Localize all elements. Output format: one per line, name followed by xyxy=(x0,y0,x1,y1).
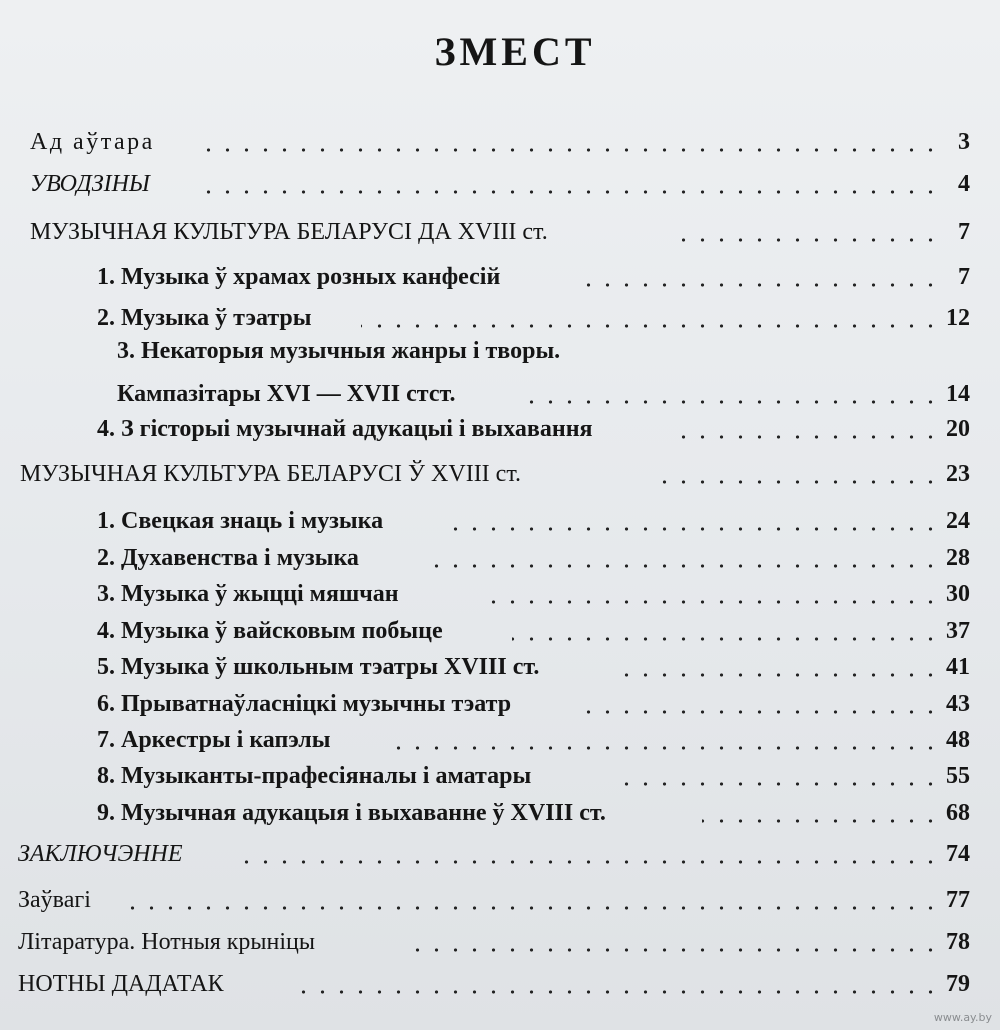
toc-leader-dots xyxy=(202,190,940,194)
toc-page-number: 55 xyxy=(946,763,970,789)
toc-page-number: 3 xyxy=(958,129,970,155)
toc-leader-dots xyxy=(292,990,940,994)
toc-entry-literature xyxy=(0,918,1000,954)
toc-entry-2-5 xyxy=(0,643,1000,679)
toc-page-number: 37 xyxy=(946,618,970,644)
toc-leader-dots xyxy=(202,148,940,152)
toc-entry-text: Заўвагі xyxy=(18,887,91,913)
toc-entry-text: 1. Музыка ў храмах розных канфесій xyxy=(97,264,501,290)
page-title: ЗМЕСТ xyxy=(434,29,596,74)
toc-entry-text: 4. Музыка ў вайсковым побыце xyxy=(97,618,443,644)
toc-entry-appendix xyxy=(0,960,1000,996)
toc-page-number: 79 xyxy=(946,971,970,997)
toc-entry-1-4 xyxy=(0,405,1000,441)
toc-entry-2-3 xyxy=(0,570,1000,606)
toc-entry-2-4 xyxy=(0,607,1000,643)
toc-entry-text: 6. Прыватнаўласніцкі музычны тэатр xyxy=(97,691,512,717)
toc-entry-2-7 xyxy=(0,716,1000,752)
toc-leader-dots xyxy=(442,527,940,531)
toc-leader-dots xyxy=(244,860,940,864)
toc-entry-text: Кампазітары XVI — XVII стст. xyxy=(117,381,456,407)
toc-entry-text: 8. Музыканты-прафесіяналы і аматары xyxy=(97,763,532,789)
toc-entry-text: МУЗЫЧНАЯ КУЛЬТУРА БЕЛАРУСІ ДА XVIII ст. xyxy=(30,219,548,245)
toc-entry-1-1 xyxy=(0,253,1000,289)
toc-leader-dots xyxy=(520,400,940,404)
toc-entry-text: 3. Музыка ў жыцці мяшчан xyxy=(97,581,399,607)
toc-entry-1-3 xyxy=(0,370,1000,406)
toc-leader-dots xyxy=(412,948,940,952)
toc-leader-dots xyxy=(361,324,940,328)
toc-leader-dots xyxy=(612,782,940,786)
toc-leader-dots xyxy=(481,600,940,604)
toc-page-number: 24 xyxy=(946,508,970,534)
site-watermark: www.ay.by xyxy=(933,1011,992,1024)
toc-entry-text: 1. Свецкая знаць і музыка xyxy=(97,508,384,534)
toc-entry-text: Ад аўтара xyxy=(30,129,155,155)
toc-entry-chapter-1 xyxy=(0,208,1000,244)
toc-page-number: 14 xyxy=(946,381,970,407)
toc-entry-text: 2. Музыка ў тэатры xyxy=(97,305,312,331)
toc-leader-dots xyxy=(122,906,940,910)
toc-entry-text: Літаратура. Нотныя крыніцы xyxy=(18,929,316,955)
toc-page-number: 12 xyxy=(946,305,970,331)
toc-entry-conclusion xyxy=(0,830,1000,866)
toc-entry-text: УВОДЗІНЫ xyxy=(30,171,150,197)
toc-entry-2-8 xyxy=(0,752,1000,788)
toc-entry-text: 5. Музыка ў школьным тэатры XVIII ст. xyxy=(97,654,540,680)
toc-entry-text: 4. З гісторыі музычнай адукацыі і выхавання xyxy=(97,416,593,442)
toc-leader-dots xyxy=(382,746,940,750)
toc-entry-text: НОТНЫ ДАДАТАК xyxy=(18,971,224,997)
toc-page-number: 41 xyxy=(946,654,970,680)
toc-entry-text: 9. Музычная адукацыя і выхаванне ў XVIII ст. xyxy=(97,800,606,826)
toc-page-number: 77 xyxy=(946,887,970,913)
toc-leader-dots xyxy=(662,480,940,484)
toc-entry-1-2 xyxy=(0,294,1000,330)
toc-page-number: 28 xyxy=(946,545,970,571)
toc-entry-text: 7. Аркестры і капэлы xyxy=(97,727,331,753)
toc-entry-introduction xyxy=(0,160,1000,196)
toc-leader-dots xyxy=(672,435,940,439)
toc-leader-dots xyxy=(421,564,940,568)
toc-leader-dots xyxy=(512,637,940,641)
toc-leader-dots xyxy=(583,710,940,714)
toc-leader-dots xyxy=(580,283,940,287)
toc-entry-2-9 xyxy=(0,789,1000,825)
toc-page-number: 74 xyxy=(946,841,970,867)
toc-entry-2-1 xyxy=(0,497,1000,533)
toc-page-number: 20 xyxy=(946,416,970,442)
toc-entry-text: ЗАКЛЮЧЭННЕ xyxy=(18,841,183,867)
toc-leader-dots xyxy=(682,238,940,242)
toc-entry-2-6 xyxy=(0,680,1000,716)
toc-leader-dots xyxy=(622,673,940,677)
toc-page-number: 48 xyxy=(946,727,970,753)
toc-page-number: 30 xyxy=(946,581,970,607)
toc-page-number: 68 xyxy=(946,800,970,826)
toc-page-number: 78 xyxy=(946,929,970,955)
toc-page-number: 7 xyxy=(958,219,970,245)
toc-page-number: 7 xyxy=(958,264,970,290)
toc-page-number: 43 xyxy=(946,691,970,717)
toc-leader-dots xyxy=(702,819,940,823)
toc-entry-2-2 xyxy=(0,534,1000,570)
toc-entry-text: 2. Духавенства і музыка xyxy=(97,545,359,571)
toc-entry-text: МУЗЫЧНАЯ КУЛЬТУРА БЕЛАРУСІ Ў XVIII ст. xyxy=(20,461,522,487)
toc-page-number: 23 xyxy=(946,461,970,487)
toc-entry-from-author xyxy=(0,118,1000,154)
toc-entry-1-3-line-1: 3. Некаторыя музычныя жанры і творы. xyxy=(117,338,561,364)
toc-entry-notes xyxy=(0,876,1000,912)
toc-page-number: 4 xyxy=(958,171,970,197)
toc-entry-chapter-2 xyxy=(0,450,1000,486)
